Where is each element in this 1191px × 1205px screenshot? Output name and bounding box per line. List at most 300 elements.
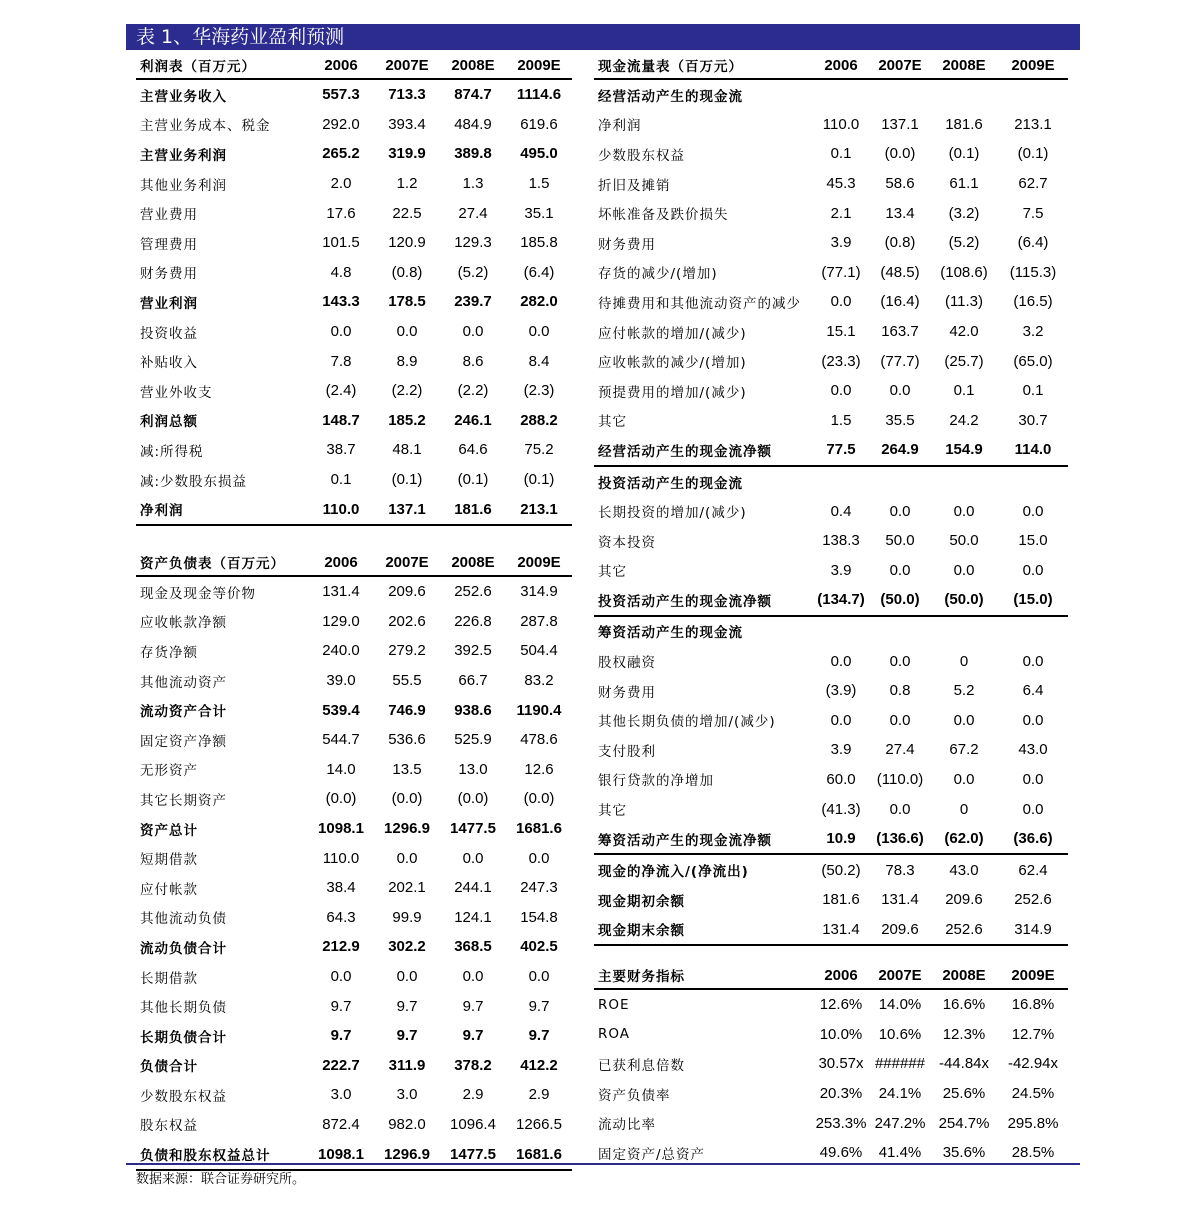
cell-value: 38.4 [326, 879, 356, 897]
cell-value: 1477.5 [440, 1139, 506, 1170]
cell-value: 0.0 [1022, 561, 1044, 579]
table-row [136, 110, 572, 140]
cell-value: 110.0 [308, 494, 374, 525]
cell-value: 41.4% [878, 1144, 922, 1162]
cell-value: 402.5 [520, 938, 558, 956]
cell-value: 154.8 [520, 908, 558, 926]
row-label: 其它 [598, 803, 627, 820]
header-year: 2007E [870, 52, 930, 79]
cell-value: 713.3 [388, 86, 426, 104]
cell-value: 9.7 [462, 1027, 484, 1045]
cell-value: 0.1 [953, 382, 975, 400]
row-label: 银行贷款的净增加 [598, 773, 714, 790]
cell-value: 129.3 [454, 234, 492, 252]
cell-value: 872.4 [322, 1115, 360, 1133]
cell-value: 83.2 [524, 672, 554, 690]
header-year: 2009E [506, 549, 572, 576]
row-label: 少数股东权益 [598, 147, 685, 164]
cell-value: 1098.1 [308, 1139, 374, 1170]
cell-value: 39.0 [326, 672, 356, 690]
row-label: 投资活动产生的现金流 [598, 475, 743, 492]
cell-value: 1266.5 [516, 1115, 562, 1133]
financial-ratios-table [594, 962, 1068, 1168]
cell-value: (115.3) [1009, 263, 1057, 281]
table-row [594, 139, 1068, 169]
cell-value: 0.0 [953, 502, 975, 520]
cell-value: 0.0 [830, 382, 852, 400]
row-label: 固定资产净额 [140, 733, 227, 750]
table-row [136, 228, 572, 258]
cell-value: 0.0 [462, 323, 484, 341]
row-label: 应付帐款 [140, 881, 198, 898]
cell-value: 938.6 [454, 701, 492, 719]
cell-value [870, 79, 930, 110]
table-row [136, 843, 572, 873]
cell-value: 30.57x [818, 1055, 864, 1073]
cell-value: 0.0 [1022, 652, 1044, 670]
cell-value: 295.8% [1007, 1114, 1059, 1132]
table-row [594, 258, 1068, 288]
cell-value: 8.4 [528, 352, 550, 370]
cell-value [870, 616, 930, 647]
cell-value: 495.0 [520, 145, 558, 163]
cell-value: 3.9 [830, 234, 852, 252]
cell-value: 982.0 [388, 1115, 426, 1133]
cell-value [930, 616, 998, 647]
cell-value: 0.0 [830, 293, 852, 311]
cell-value: (0.0) [391, 790, 423, 808]
row-label: 其他业务利润 [140, 177, 227, 194]
cell-value: 1.5 [528, 175, 550, 193]
cell-value: 0.0 [396, 968, 418, 986]
cell-value: 137.1 [881, 115, 919, 133]
cell-value: 131.4 [322, 583, 360, 601]
row-label: 主营业务成本、税金 [140, 118, 271, 135]
header-year: 2006 [308, 549, 374, 576]
cell-value: 66.7 [458, 672, 488, 690]
row-label: 无形资产 [140, 763, 198, 780]
table-row [136, 755, 572, 785]
cell-value: (0.0) [325, 790, 357, 808]
cell-value: 412.2 [520, 1056, 558, 1074]
cell-value: 282.0 [520, 293, 558, 311]
table-row [594, 496, 1068, 526]
header-year: 2009E [998, 962, 1068, 989]
cell-value: 8.9 [396, 352, 418, 370]
cell-value: (11.3) [944, 293, 984, 311]
cell-value: 246.1 [454, 411, 492, 429]
cell-value: 12.6 [524, 760, 554, 778]
cell-value: (0.0) [457, 790, 489, 808]
cell-value: 0.0 [528, 968, 550, 986]
cell-value: 14.0 [326, 760, 356, 778]
table-row [594, 854, 1068, 885]
cell-value: 1681.6 [506, 1139, 572, 1170]
cell-value: 0.0 [830, 711, 852, 729]
cell-value: 50.0 [949, 532, 979, 550]
cell-value: 99.9 [392, 908, 422, 926]
cell-value: 181.6 [822, 891, 860, 909]
row-label: 其他流动负债 [140, 911, 227, 928]
row-label: 管理费用 [140, 236, 198, 253]
cell-value: 393.4 [388, 115, 426, 133]
cell-value: 43.0 [1018, 741, 1048, 759]
table-row [136, 1080, 572, 1110]
row-label: 流动负债合计 [140, 940, 227, 957]
cell-value: 77.5 [812, 435, 870, 466]
table-row [594, 228, 1068, 258]
row-label: 固定资产/总资产 [598, 1146, 706, 1163]
cell-value: ###### [874, 1055, 926, 1073]
header-label: 资产负债表（百万元） [136, 549, 308, 576]
cell-value: 0.0 [462, 849, 484, 867]
row-label: 营业费用 [140, 207, 198, 224]
income-statement-table [136, 52, 572, 526]
cell-value [812, 466, 870, 497]
cell-value: 389.8 [454, 145, 492, 163]
cell-value: 279.2 [388, 642, 426, 660]
table-row [136, 258, 572, 288]
row-label: 已获利息倍数 [598, 1057, 685, 1074]
table-row [594, 885, 1068, 915]
header-year: 2007E [374, 549, 440, 576]
cell-value: 14.0% [878, 996, 922, 1014]
cell-value: 252.6 [930, 915, 998, 946]
cell-value: 1477.5 [450, 820, 496, 838]
income-statement-body [136, 52, 572, 525]
table-row [136, 903, 572, 933]
cell-value [870, 466, 930, 497]
row-label: 主营业务收入 [140, 88, 227, 105]
table-row [136, 79, 572, 110]
table-row [136, 287, 572, 317]
row-label: 经营活动产生的现金流净额 [594, 435, 812, 466]
cell-value: 1098.1 [318, 820, 364, 838]
table-row [136, 169, 572, 199]
table-row [136, 962, 572, 992]
table-row [136, 695, 572, 725]
cell-value: 114.0 [998, 435, 1068, 466]
cell-value: 28.5% [1011, 1144, 1055, 1162]
cell-value: 27.4 [885, 741, 915, 759]
cell-value: (6.4) [523, 263, 555, 281]
table-row [594, 676, 1068, 706]
cell-value: (134.7) [812, 585, 870, 616]
cell-value: 7.8 [330, 352, 352, 370]
cell-value: (23.3) [821, 352, 861, 370]
cell-value: 64.3 [326, 908, 356, 926]
cash-flow-table [594, 52, 1068, 946]
table-row [136, 198, 572, 228]
table-row [136, 636, 572, 666]
row-label: 应付帐款的增加/(减少) [598, 325, 747, 342]
balance-sheet-body [136, 549, 572, 1170]
header-year: 2008E [930, 962, 998, 989]
cell-value: 874.7 [454, 86, 492, 104]
table-row [594, 705, 1068, 735]
cell-value: 22.5 [392, 204, 422, 222]
cell-value: 0.0 [830, 652, 852, 670]
cell-value: 120.9 [388, 234, 426, 252]
cell-value: 478.6 [520, 731, 558, 749]
cell-value: (77.1) [821, 263, 861, 281]
cell-value: 746.9 [388, 701, 426, 719]
cell-value: 3.2 [1022, 323, 1044, 341]
cell-value: 252.6 [1014, 891, 1052, 909]
cell-value: 9.7 [528, 997, 550, 1015]
cell-value [812, 616, 870, 647]
cell-value: 62.4 [1018, 861, 1048, 879]
cell-value: 131.4 [812, 915, 870, 946]
cell-value: 24.2 [949, 411, 979, 429]
table-row [594, 765, 1068, 795]
table-row [136, 932, 572, 962]
table-row [594, 435, 1068, 466]
cell-value: 101.5 [322, 234, 360, 252]
cell-value: 264.9 [870, 435, 930, 466]
table-row [594, 1108, 1068, 1138]
table-row [136, 1139, 572, 1170]
cell-value: 0.0 [889, 502, 911, 520]
cell-value: 1.2 [396, 175, 418, 193]
cell-value: 0.8 [889, 682, 911, 700]
table-row [594, 824, 1068, 855]
cell-value: 2.0 [330, 175, 352, 193]
cell-value: 378.2 [454, 1056, 492, 1074]
header-row [594, 52, 1068, 79]
cell-value: 1296.9 [384, 820, 430, 838]
cell-value: 9.7 [396, 997, 418, 1015]
cell-value: 27.4 [458, 204, 488, 222]
cell-value: 254.7% [938, 1114, 990, 1132]
header-label: 现金流量表（百万元） [594, 52, 812, 79]
row-label: 减:少数股东损益 [140, 473, 248, 490]
cell-value: 42.0 [949, 323, 979, 341]
header-label: 主要财务指标 [594, 962, 812, 989]
row-label: 主营业务利润 [140, 147, 227, 164]
row-label: 存货的减少/(增加) [598, 266, 718, 283]
cell-value: 60.0 [826, 770, 856, 788]
cell-value: (0.1) [457, 471, 489, 489]
cell-value: 209.6 [388, 583, 426, 601]
header-year: 2007E [870, 962, 930, 989]
row-label: 筹资活动产生的现金流 [598, 625, 743, 642]
cell-value [930, 466, 998, 497]
cell-value: 539.4 [322, 701, 360, 719]
table-row [594, 646, 1068, 676]
row-label: 长期借款 [140, 970, 198, 987]
cell-value: 319.9 [388, 145, 426, 163]
table-row [136, 1110, 572, 1140]
cell-value: 288.2 [520, 411, 558, 429]
cell-value: (25.7) [944, 352, 984, 370]
cell-value: 1.3 [462, 175, 484, 193]
cell-value: 110.0 [322, 849, 360, 867]
row-label: 预提费用的增加/(减少) [598, 384, 747, 401]
cell-value: 163.7 [881, 323, 919, 341]
row-label: 负债合计 [140, 1059, 198, 1076]
cell-value: (16.5) [1013, 293, 1053, 311]
row-label: 资产总计 [140, 822, 198, 839]
cell-value: 10.6% [878, 1025, 922, 1043]
cell-value: 2.1 [830, 204, 852, 222]
cell-value: 226.8 [454, 612, 492, 630]
cell-value: (0.1) [391, 471, 423, 489]
header-row [136, 52, 572, 79]
cell-value: (15.0) [998, 585, 1068, 616]
table-row [136, 317, 572, 347]
cell-value: 525.9 [454, 731, 492, 749]
cell-value: 1096.4 [450, 1115, 496, 1133]
cell-value: (5.2) [948, 234, 980, 252]
row-label: ROE [598, 996, 630, 1013]
row-label: 股权融资 [598, 655, 656, 672]
cell-value: 62.7 [1018, 175, 1048, 193]
cell-value: (65.0) [1013, 352, 1053, 370]
cell-value: 253.3% [815, 1114, 867, 1132]
cell-value: (36.6) [998, 824, 1068, 855]
row-label: 负债和股东权益总计 [136, 1139, 308, 1170]
cell-value: 64.6 [458, 441, 488, 459]
cell-value: 4.8 [330, 263, 352, 281]
row-label: 营业外收支 [140, 384, 213, 401]
cell-value: 45.3 [826, 175, 856, 193]
cell-value: 213.1 [1014, 115, 1052, 133]
table-row [594, 79, 1068, 110]
row-label: 其它长期资产 [140, 792, 227, 809]
cell-value: 48.1 [392, 441, 422, 459]
cell-value: 3.9 [830, 561, 852, 579]
table-row [594, 466, 1068, 497]
cell-value: 138.3 [822, 532, 860, 550]
cell-value: (110.0) [876, 770, 924, 788]
cell-value: 58.6 [885, 175, 915, 193]
cell-value: 181.6 [440, 494, 506, 525]
cell-value: 0.1 [1022, 382, 1044, 400]
row-label: 其它 [598, 564, 627, 581]
table-row [594, 198, 1068, 228]
row-label: 补贴收入 [140, 355, 198, 372]
row-label: 现金及现金等价物 [140, 585, 256, 602]
cell-value: 202.1 [388, 879, 426, 897]
cell-value: (77.7) [880, 352, 920, 370]
cell-value: 209.6 [945, 891, 983, 909]
cell-value: (0.1) [948, 145, 980, 163]
table-row [136, 346, 572, 376]
cell-value: 0.0 [1022, 800, 1044, 818]
cell-value: 20.3% [819, 1085, 863, 1103]
table-row [136, 873, 572, 903]
row-label: 投资收益 [140, 325, 198, 342]
cell-value: 16.8% [1011, 996, 1055, 1014]
row-label: 少数股东权益 [140, 1088, 227, 1105]
cell-value: (136.6) [870, 824, 930, 855]
cell-value: 222.7 [322, 1056, 360, 1074]
cell-value: 35.1 [524, 204, 554, 222]
table-row [136, 406, 572, 436]
header-year: 2009E [506, 52, 572, 79]
cell-value: 78.3 [885, 861, 915, 879]
cell-value: 24.1% [878, 1085, 922, 1103]
cell-value: 0.0 [330, 323, 352, 341]
row-label: 财务费用 [140, 266, 198, 283]
row-label: ROA [598, 1026, 631, 1043]
cell-value: 392.5 [454, 642, 492, 660]
cell-value: 0.0 [953, 770, 975, 788]
cell-value: -42.94x [1007, 1055, 1059, 1073]
cell-value: 35.6% [942, 1144, 986, 1162]
cell-value: 3.0 [396, 1086, 418, 1104]
header-label: 利润表（百万元） [136, 52, 308, 79]
cell-value: (16.4) [880, 293, 920, 311]
cell-value: 2.9 [528, 1086, 550, 1104]
row-label: 待摊费用和其他流动资产的减少 [598, 295, 801, 312]
cell-value: (50.2) [821, 861, 861, 879]
table-row [136, 1051, 572, 1081]
cell-value: 185.2 [388, 411, 426, 429]
cell-value: 212.9 [322, 938, 360, 956]
table-row [136, 465, 572, 495]
cell-value: 185.8 [520, 234, 558, 252]
cell-value: 35.5 [885, 411, 915, 429]
cell-value: 544.7 [322, 731, 360, 749]
row-label: 净利润 [136, 494, 308, 525]
cell-value: (62.0) [930, 824, 998, 855]
cell-value: (0.8) [884, 234, 916, 252]
cell-value: 9.7 [330, 997, 352, 1015]
cell-value [998, 466, 1068, 497]
cell-value: 7.5 [1022, 204, 1044, 222]
cell-value: (0.8) [391, 263, 423, 281]
cell-value: 12.7% [1011, 1025, 1055, 1043]
cell-value: 5.2 [953, 682, 975, 700]
cell-value: 0.0 [889, 800, 911, 818]
cell-value: 0.0 [953, 561, 975, 579]
cell-value: 1.5 [830, 411, 852, 429]
bottom-rule [126, 1163, 1080, 1165]
cell-value: 131.4 [881, 891, 919, 909]
table-row [136, 494, 572, 525]
row-label: 财务费用 [598, 236, 656, 253]
header-year: 2006 [812, 962, 870, 989]
row-label: 折旧及摊销 [598, 177, 671, 194]
row-label: 短期借款 [140, 852, 198, 869]
cell-value: 314.9 [520, 583, 558, 601]
table-row [136, 991, 572, 1021]
cell-value: 0.0 [1022, 711, 1044, 729]
row-label: 流动资产合计 [140, 704, 227, 721]
cell-value: 0.1 [330, 471, 352, 489]
table-row [594, 915, 1068, 946]
cell-value: (0.1) [523, 471, 555, 489]
cell-value: 0.0 [528, 323, 550, 341]
cell-value: 536.6 [388, 731, 426, 749]
table-row [136, 666, 572, 696]
cell-value: 181.6 [945, 115, 983, 133]
cell-value: 0.0 [953, 711, 975, 729]
cell-value: (6.4) [1017, 234, 1049, 252]
cell-value: 0.0 [889, 561, 911, 579]
cell-value: (41.3) [821, 800, 861, 818]
cell-value: 314.9 [998, 915, 1068, 946]
cell-value: 240.0 [322, 642, 360, 660]
table-row [594, 1079, 1068, 1109]
table-row [136, 139, 572, 169]
cell-value: 1114.6 [516, 86, 562, 104]
cell-value: -44.84x [938, 1055, 990, 1073]
cell-value: 3.0 [330, 1086, 352, 1104]
cell-value: 1190.4 [516, 701, 562, 719]
